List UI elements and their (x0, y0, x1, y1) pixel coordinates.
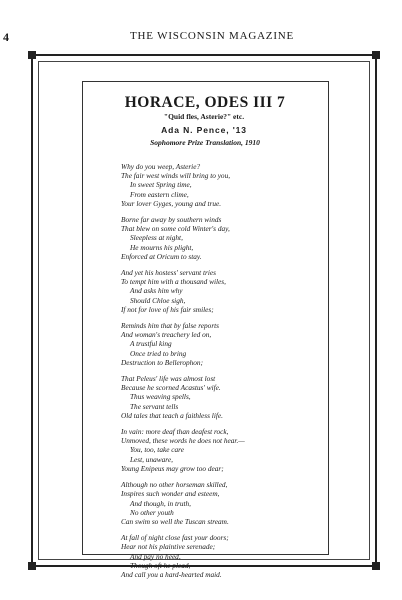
poem-line: Young Enipeus may grow too dear; (121, 463, 224, 473)
poem-line: Hear not his plaintive serenade; (121, 542, 216, 552)
poem-line: And woman's treachery led on, (121, 330, 212, 340)
poem-line: Should Chloe sigh, (130, 295, 186, 305)
poem-line: In vain: more deaf than deafest rock, (121, 427, 229, 437)
poem-line: Old tales that teach a faithless life. (121, 410, 223, 420)
poem-line: Your lover Gyges, young and true. (121, 198, 222, 208)
poem-line: Enforced at Oricum to stay. (121, 251, 202, 261)
poem-line: Because he scorned Acastus' wife. (121, 383, 221, 393)
poem-line: The fair west winds will bring to you, (121, 171, 231, 181)
poem-line: That Peleus' life was almost lost (121, 374, 216, 384)
poem-line: And call you a hard-hearted maid. (121, 569, 222, 579)
poem-line: Destruction to Bellerophon; (121, 357, 204, 367)
poem-stanza (121, 162, 331, 208)
poem-line: From eastern clime, (130, 189, 189, 199)
poem-line: Reminds him that by false reports (121, 321, 220, 331)
poem-line: Borne far away by southern winds (121, 215, 222, 225)
poem-line: At fall of night close fast your doors; (121, 533, 229, 543)
poem-header (0, 94, 402, 148)
running-head (0, 30, 402, 46)
poem-stanza (121, 215, 331, 261)
poem-line: Can swim so well the Tuscan stream. (121, 516, 229, 526)
corner-ornament-bottom-right (372, 562, 380, 570)
corner-ornament-bottom-left (28, 562, 36, 570)
poem-line: Though oft he plead, (130, 560, 191, 570)
poem-line: Once tried to bring (130, 348, 187, 358)
poem-stanza (121, 533, 331, 579)
poem-body (121, 162, 331, 586)
poem-author: Ada N. Pence, '13 (161, 125, 247, 135)
poem-line: In sweet Spring time, (130, 180, 192, 190)
poem-stanza (121, 268, 331, 314)
poem-line: To tempt him with a thousand wiles, (121, 277, 226, 287)
poem-line: And yet his hostess' servant tries (121, 268, 216, 278)
poem-line: You, too, take care (130, 445, 184, 455)
poem-line: Unmoved, these words he does not hear.— (121, 436, 245, 446)
poem-line: Why do you weep, Asterie? (121, 162, 201, 171)
poem-line: He mourns his plight, (130, 242, 194, 252)
poem-line: That blew on some cold Winter's day, (121, 224, 230, 234)
page-number: 4 (3, 30, 9, 44)
poem-line: And though, in truth, (130, 498, 192, 508)
poem-line: And asks him why (130, 286, 183, 296)
poem-stanza (121, 427, 331, 473)
corner-ornament-top-left (28, 51, 36, 59)
poem-line: A trustful king (130, 339, 172, 349)
poem-stanza (121, 374, 331, 420)
poem-line: Thus weaving spells, (130, 392, 191, 402)
poem-line: Lest, unaware, (130, 454, 173, 464)
poem-line: The servant tells (130, 401, 179, 411)
poem-title: HORACE, ODES III 7 (124, 94, 286, 111)
poem-stanza (121, 321, 331, 367)
poem-line: And pay no heed, (130, 551, 181, 561)
poem-line: Inspires such wonder and esteem, (121, 489, 220, 499)
magazine-title: THE WISCONSIN MAGAZINE (130, 30, 295, 42)
poem-line: Although no other horseman skilled, (121, 480, 228, 490)
poem-line: Sleepless at night, (130, 233, 183, 243)
poem-line: If not for love of his fair smiles; (121, 304, 214, 314)
prize-caption: Sophomore Prize Translation, 1910 (150, 138, 260, 147)
poem-line: No other youth (130, 507, 174, 517)
poem-stanza (121, 480, 331, 526)
poem-epigraph: "Quid fles, Asterie?" etc. (163, 112, 245, 121)
corner-ornament-top-right (372, 51, 380, 59)
